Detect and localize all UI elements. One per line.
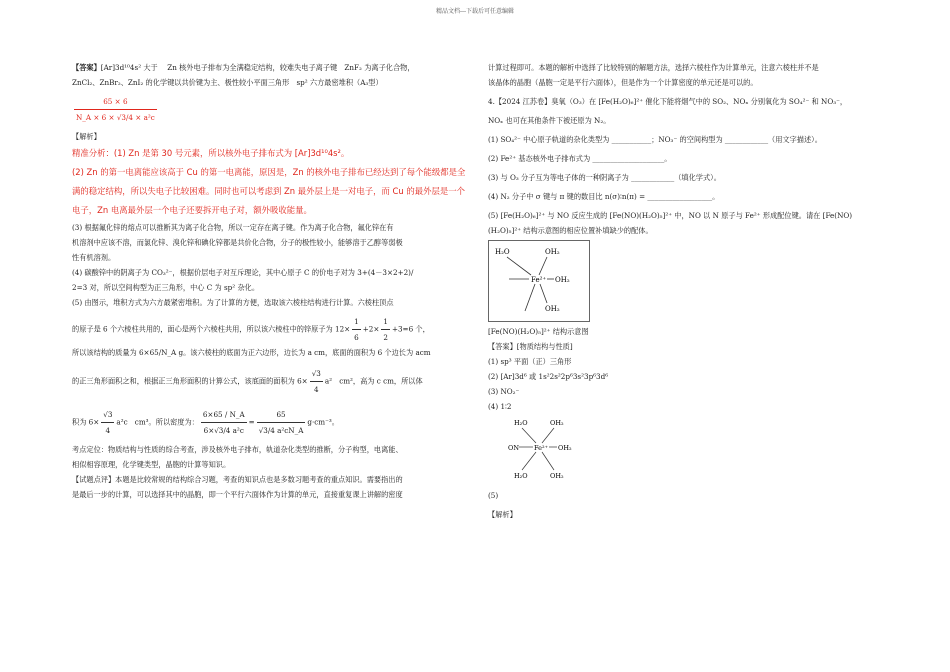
ligand-label: OH₂ <box>550 472 564 480</box>
question-5b: (H₂O)₅]²⁺ 结构示意图的相应位置补填缺少的配体。 <box>488 226 653 235</box>
density-fraction: $\frac{6\times 65 / N\_A}{\text{6×√3/4 a²c}}$ <box>201 407 247 438</box>
analysis-red-3: 满的稳定结构，所以失电子比较困难。同时也可以考虑到 Zn 最外层上是一对电子，而 Cu 的最外层是一个 <box>72 186 465 196</box>
question-4a: 4.【2024 江苏卷】臭氧（O₃）在 [Fe(H₂O)₆]²⁺ 催化下能将烟气中的 SO₂、NOₓ 分别氧化为 SO₄²⁻ 和 NO₃⁻， <box>488 97 848 106</box>
ligand-label: H₂O <box>514 419 528 427</box>
analysis-red-1: 精准分析：(1) Zn 是第 30 号元素，所以核外电子排布式为 [Ar]3d¹⁰4s²。 <box>72 148 350 158</box>
ligand-label: OH₂ <box>555 276 570 284</box>
question-2: (2) Fe²⁺ 基态核外电子排布式为 ____________________。 <box>488 154 672 163</box>
question-5a: (5) [Fe(H₂O)₆]²⁺ 与 NO 反应生成的 [Fe(NO)(H₂O)₅]²⁺ 中，NO 以 N 原子与 Fe²⁺ 形成配位键。请在 [Fe(NO) <box>488 211 853 220</box>
fe-complex-structure <box>489 241 589 321</box>
analysis-label-right: 【解析】 <box>488 510 517 519</box>
central-ion-label: Fe²⁺ <box>531 276 547 284</box>
question-4b: NOₓ 也可在其他条件下被还原为 N₂。 <box>488 116 611 125</box>
answer-2: (2) [Ar]3d⁶ 或 1s²2s²2p⁶3s²3p⁶3d⁶ <box>488 372 609 381</box>
para-3b: 机溶剂中应该不溶，而氯化锌、溴化锌和碘化锌都是共价化合物，分子的极性较小，能够溶于乙醇等弱极 <box>72 238 403 247</box>
para-5e: 积为 6× $\frac{√3}{4}$ a²c cm³。所以密度为： $\frac{6\times 65 / N\_A}{\text{6×√3/4 a²c}}$ = $\frac{65}{\text{√3/4 a²cN\_A}}$ g·cm⁻³。 <box>72 407 470 438</box>
para-4a: (4) 碳酸锌中的阴离子为 CO₃²⁻，根据价层电子对互斥理论，其中心原子 C 的价电子对为 3+(4－3×2+2)/ <box>72 268 414 277</box>
question-3: (3) 与 O₃ 分子互为等电子体的一种阴离子为 ____________（填化学式）。 <box>488 173 721 182</box>
answer-5: (5) <box>488 491 499 500</box>
fe-no-complex-structure <box>488 416 588 486</box>
ligand-label: ON <box>508 444 520 452</box>
analysis-red-2: (2) Zn 的第一电离能应该高于 Cu 的第一电离能，原因是，Zn 的核外电子排布已经达到了每个能级都是全 <box>72 167 466 177</box>
para-5d: 的正三角形面积之和，根据正三角形面积的计算公式，该底面的面积为 6× $\frac{√3}{4}$ a² cm²，高为 c cm，所以体 <box>72 366 470 397</box>
answer-1: (1) sp³ 平面（正）三角形 <box>488 357 572 366</box>
page-header: 精品文档---下载后可任意编辑 <box>435 8 515 15</box>
diagram-caption: [Fe(NO)(H₂O)₅]²⁺ 结构示意图 <box>488 327 589 336</box>
answer-4: (4) 1∶2 <box>488 402 512 411</box>
analysis-label: 【解析】 <box>72 132 101 141</box>
answer-formula: $\frac{65 \times 6}{\text{N\_A × 6 × √3/4 × a²c}}$ <box>74 94 157 125</box>
answer-label: 【答案】[物质结构与性质] <box>488 342 573 351</box>
right-line-2: 该晶体的晶胞（晶胞一定是平行六面体），但是作为一个计算密度的单元还是可以的。 <box>488 78 758 87</box>
para-3a: (3) 根据氟化锌的熔点可以推断其为离子化合物，所以一定存在离子键。作为离子化合物，氟化锌在有 <box>72 223 394 232</box>
analysis-red-4: 电子，Zn 电离最外层一个电子还要拆开电子对，额外吸收能量。 <box>72 205 312 215</box>
para-3c: 性有机溶剂。 <box>72 253 116 262</box>
answer-3: (3) NO₂⁻ <box>488 387 520 396</box>
ligand-label: H₂O <box>495 248 510 256</box>
comment-b: 是最后一步的计算，可以选择其中的晶胞，即一个平行六面体作为计算的单元，直接重复课上讲解的密度 <box>72 490 403 499</box>
para-4b: 2=3 对，所以空间构型为正三角形，中心 C 为 sp² 杂化。 <box>72 283 260 292</box>
ligand-label: OH₂ <box>545 248 560 256</box>
right-line-1: 计算过程即可。本题的解析中选择了比较特别的解题方法，选择六棱柱作为计算单元，注意六棱柱并不是 <box>488 63 819 72</box>
question-1: (1) SO₄²⁻ 中心原子轨道的杂化类型为 ___________；NO₃⁻ 的空间构型为 ____________（用文字描述）。 <box>488 135 822 144</box>
question-4: (4) N₂ 分子中 σ 键与 π 键的数目比 n(σ)∶n(π) = __________________。 <box>488 192 720 201</box>
ligand-label: OH₂ <box>550 419 564 427</box>
left-column <box>72 60 470 502</box>
para-5b: 的原子是 6 个六棱柱共用的，面心是两个六棱柱共用，所以该六棱柱中的锌原子为 12× $\frac{1}{6}$ +2× $\frac{1}{2}$ +3=6 个， <box>72 314 470 345</box>
answer-line-2: ZnCl₂、ZnBr₂、ZnI₂ 的化学键以共价键为主、极性较小平面三角形 sp² 六方最密堆积（A₃型） <box>72 78 383 87</box>
test-point-b: 相似相容原理，化学键类型，晶胞的计算等知识。 <box>72 460 231 469</box>
structure-diagram-question <box>488 240 590 322</box>
central-ion-label: Fe²⁺ <box>534 444 549 452</box>
structure-diagram-answer <box>488 416 588 486</box>
right-column <box>488 60 880 522</box>
comment-a: 【试题点评】本题是比较常规的结构综合习题，考查的知识点也是多数习题考查的重点知识。需要指出的 <box>72 475 403 484</box>
ligand-label: OH₂ <box>545 305 560 313</box>
ligand-label: OH₂ <box>558 444 572 452</box>
answer-line-1: 【答案】[Ar]3d¹⁰4s² 大于 Zn 核外电子排布为全满稳定结构，较难失电子离子键 ZnF₂ 为离子化合物， <box>72 63 415 72</box>
para-5a: (5) 由图示，堆积方式为六方最紧密堆积。为了计算的方便，选取该六棱柱结构进行计算。六棱柱顶点 <box>72 298 394 307</box>
para-5c: 所以该结构的质量为 6×65/N_A g。该六棱柱的底面为正六边形，边长为 a cm，底面的面积为 6 个边长为 acm <box>72 348 431 357</box>
test-point-a: 考点定位：物质结构与性质的综合考查，涉及核外电子排布，轨道杂化类型的推断，分子构型，电离能、 <box>72 445 403 454</box>
ligand-label: H₂O <box>514 472 528 480</box>
